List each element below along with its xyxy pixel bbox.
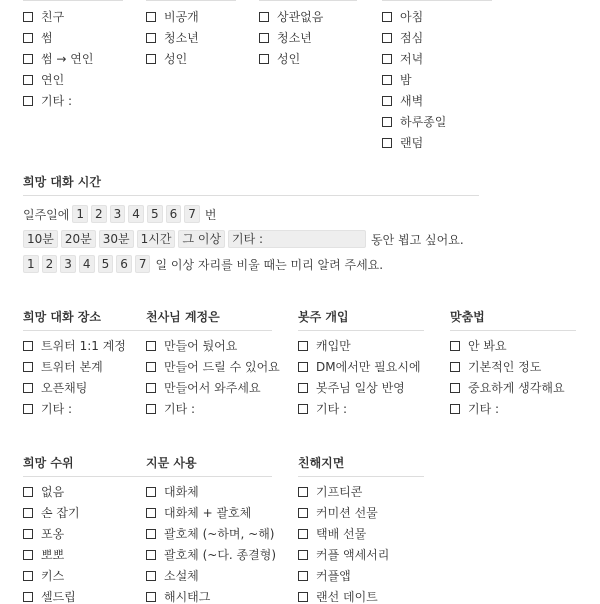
section-intimacy-level: 희망 수위 없음 손 잡기 포옹 뽀뽀 키스 셀드립 — [23, 456, 149, 600]
checkbox-icon[interactable] — [259, 12, 269, 22]
checkbox-icon[interactable] — [298, 487, 308, 497]
checkbox-item[interactable]: 밤 — [382, 73, 412, 87]
checkbox-item[interactable]: DM에서만 필요시에 — [298, 360, 421, 374]
checkbox-icon[interactable] — [382, 117, 392, 127]
day-option[interactable]: 1 — [72, 205, 88, 223]
checkbox-icon[interactable] — [23, 487, 33, 497]
duration-option[interactable]: 그 이상 — [178, 230, 225, 248]
checkbox-item[interactable]: 기타 : — [450, 402, 499, 416]
checkbox-icon[interactable] — [23, 383, 33, 393]
divider — [23, 0, 123, 1]
divider — [259, 0, 357, 1]
checkbox-item[interactable]: 대화체 — [146, 485, 199, 499]
checkbox-icon[interactable] — [382, 138, 392, 148]
checkbox-icon[interactable] — [450, 404, 460, 414]
checkbox-item[interactable]: 랜덤 — [382, 136, 423, 150]
section-owner-intervention: 봇주 개입 캐입만 DM에서만 필요시에 봇주님 일상 반영 기타 : — [298, 310, 424, 420]
duration-other-field[interactable]: 기타 : — [228, 230, 366, 248]
checkbox-icon[interactable] — [146, 12, 156, 22]
checkbox-item[interactable]: 캐입만 — [298, 339, 351, 353]
checkbox-item[interactable]: 썸 → 연인 — [23, 52, 93, 66]
checkbox-item[interactable]: 성인 — [146, 52, 187, 66]
checkbox-icon[interactable] — [298, 571, 308, 581]
checkbox-icon[interactable] — [23, 362, 33, 372]
away-day-option[interactable]: 1 — [23, 255, 39, 273]
checkbox-icon[interactable] — [23, 592, 33, 602]
checkbox-icon[interactable] — [146, 550, 156, 560]
checkbox-item[interactable]: 커미션 선물 — [298, 506, 378, 520]
day-option[interactable]: 3 — [110, 205, 126, 223]
checkbox-icon[interactable] — [146, 508, 156, 518]
away-notice-row: 1 2 3 4 5 6 7 일 이상 자리를 비울 때는 미리 알려 주세요. — [23, 255, 386, 273]
checkbox-item[interactable]: 택배 선물 — [298, 527, 366, 541]
checkbox-icon[interactable] — [146, 54, 156, 64]
duration-option[interactable]: 10분 — [23, 230, 58, 248]
checkbox-icon[interactable] — [23, 96, 33, 106]
checkbox-icon[interactable] — [450, 383, 460, 393]
checkbox-item[interactable]: 새벽 — [382, 94, 423, 108]
checkbox-item[interactable]: 대화체 + 괄호체 — [146, 506, 251, 520]
checkbox-icon[interactable] — [23, 571, 33, 581]
checkbox-item[interactable]: 만들어 드릴 수 있어요 — [146, 360, 280, 374]
section-angel-account: 천사님 계정은 만들어 뒀어요 만들어 드릴 수 있어요 만들어서 와주세요 기타 : — [146, 310, 280, 416]
checkbox-icon[interactable] — [298, 404, 308, 414]
checkbox-icon[interactable] — [146, 529, 156, 539]
checkbox-item[interactable]: 괄호체 (~하며, ~해) — [146, 527, 274, 541]
checkbox-icon[interactable] — [298, 508, 308, 518]
checkbox-item[interactable]: 상관없음 — [259, 10, 323, 24]
away-day-option[interactable]: 4 — [79, 255, 95, 273]
divider — [146, 0, 236, 1]
checkbox-icon[interactable] — [298, 529, 308, 539]
days-per-week-row: 일주일에 1 2 3 4 5 6 7 번 — [23, 207, 217, 222]
checkbox-icon[interactable] — [298, 550, 308, 560]
checkbox-item[interactable]: 괄호체 (~다. 종결형) — [146, 548, 276, 562]
checkbox-item[interactable]: 소설체 — [146, 569, 199, 583]
top-column-age-self — [146, 0, 236, 80]
section-title-time: 희망 대화 시간 — [23, 175, 101, 189]
duration-option[interactable]: 30분 — [99, 230, 134, 248]
checkbox-item[interactable]: 트위터 본계 — [23, 360, 103, 374]
checkbox-icon[interactable] — [23, 508, 33, 518]
divider — [23, 195, 479, 196]
checkbox-icon[interactable] — [298, 362, 308, 372]
checkbox-item[interactable]: 셀드립 — [23, 590, 76, 604]
checkbox-icon[interactable] — [146, 341, 156, 351]
checkbox-item[interactable]: 오픈채팅 — [23, 381, 87, 395]
section-spelling: 맞춤법 안 봐요 기본적인 정도 중요하게 생각해요 기타 : — [450, 310, 576, 420]
checkbox-icon[interactable] — [450, 341, 460, 351]
checkbox-item[interactable]: 청소년 — [259, 31, 312, 45]
checkbox-icon[interactable] — [146, 383, 156, 393]
checkbox-item[interactable]: 손 잡기 — [23, 506, 80, 520]
away-day-option[interactable]: 7 — [135, 255, 151, 273]
duration-option[interactable]: 1시간 — [137, 230, 176, 248]
checkbox-icon[interactable] — [23, 54, 33, 64]
checkbox-item[interactable]: 포옹 — [23, 527, 64, 541]
checkbox-item[interactable]: 봇주님 일상 반영 — [298, 381, 405, 395]
checkbox-item[interactable]: 기타 : — [23, 94, 72, 108]
checkbox-item[interactable]: 연인 — [23, 73, 64, 87]
checkbox-icon[interactable] — [23, 550, 33, 560]
checkbox-icon[interactable] — [382, 75, 392, 85]
divider — [450, 330, 576, 331]
checkbox-item[interactable]: 트위터 1:1 계정 — [23, 339, 126, 353]
checkbox-item[interactable]: 커플 액세서리 — [298, 548, 389, 562]
checkbox-icon[interactable] — [382, 96, 392, 106]
duration-row: 10분 20분 30분 1시간 그 이상 기타 : 동안 뵙고 싶어요. — [23, 230, 467, 248]
checkbox-item[interactable]: 기타 : — [23, 402, 72, 416]
checkbox-item[interactable]: 랜선 데이트 — [298, 590, 378, 604]
top-column-time-of-day — [382, 0, 492, 160]
checkbox-icon[interactable] — [259, 54, 269, 64]
checkbox-item[interactable]: 청소년 — [146, 31, 199, 45]
away-day-option[interactable]: 2 — [42, 255, 58, 273]
checkbox-item[interactable]: 아침 — [382, 10, 423, 24]
away-day-option[interactable]: 5 — [98, 255, 114, 273]
checkbox-icon[interactable] — [23, 12, 33, 22]
away-day-option[interactable]: 3 — [60, 255, 76, 273]
checkbox-item[interactable]: 저녁 — [382, 52, 423, 66]
day-option[interactable]: 7 — [184, 205, 200, 223]
duration-option[interactable]: 20분 — [61, 230, 96, 248]
day-option[interactable]: 6 — [166, 205, 182, 223]
checkbox-item[interactable]: 친구 — [23, 10, 64, 24]
checkbox-item[interactable]: 만들어서 와주세요 — [146, 381, 261, 395]
checkbox-item[interactable]: 기타 : — [146, 402, 195, 416]
checkbox-item[interactable]: 기본적인 정도 — [450, 360, 541, 374]
checkbox-icon[interactable] — [382, 12, 392, 22]
section-chat-place: 희망 대화 장소 트위터 1:1 계정 트위터 본계 오픈채팅 기타 : — [23, 310, 149, 420]
checkbox-item[interactable]: 하루종일 — [382, 115, 446, 129]
checkbox-item[interactable]: 중요하게 생각해요 — [450, 381, 565, 395]
checkbox-icon[interactable] — [298, 592, 308, 602]
checkbox-icon[interactable] — [23, 341, 33, 351]
checkbox-item[interactable]: 없음 — [23, 485, 64, 499]
divider — [298, 330, 424, 331]
checkbox-icon[interactable] — [382, 33, 392, 43]
checkbox-icon[interactable] — [146, 571, 156, 581]
checkbox-icon[interactable] — [298, 383, 308, 393]
checkbox-item[interactable]: 성인 — [259, 52, 300, 66]
checkbox-icon[interactable] — [23, 529, 33, 539]
top-column-age-partner — [259, 0, 357, 80]
top-column-relationship — [23, 0, 123, 160]
checkbox-icon[interactable] — [146, 487, 156, 497]
checkbox-item[interactable]: 키스 — [23, 569, 64, 583]
checkbox-item[interactable]: 비공개 — [146, 10, 199, 24]
day-option[interactable]: 5 — [147, 205, 163, 223]
checkbox-item[interactable]: 기타 : — [298, 402, 347, 416]
divider — [382, 0, 492, 1]
checkbox-icon[interactable] — [298, 341, 308, 351]
checkbox-icon[interactable] — [146, 404, 156, 414]
checkbox-icon[interactable] — [23, 75, 33, 85]
checkbox-icon[interactable] — [450, 362, 460, 372]
divider — [146, 476, 272, 477]
section-when-close: 친해지면 기프티콘 커미션 선물 택배 선물 커플 액세서리 커플앱 랜선 데이트 — [298, 456, 424, 600]
checkbox-icon[interactable] — [146, 362, 156, 372]
away-day-option[interactable]: 6 — [116, 255, 132, 273]
divider — [23, 330, 149, 331]
checkbox-item[interactable]: 만들어 뒀어요 — [146, 339, 237, 353]
checkbox-item[interactable]: 안 봐요 — [450, 339, 507, 353]
section-narration-style: 지문 사용 대화체 대화체 + 괄호체 괄호체 (~하며, ~해) 괄호체 (~다. 종결형) 소설체 해시태그 — [146, 456, 277, 604]
checkbox-icon[interactable] — [146, 592, 156, 602]
checkbox-item[interactable]: 커플앱 — [298, 569, 351, 583]
day-option[interactable]: 4 — [128, 205, 144, 223]
checkbox-item[interactable]: 점심 — [382, 31, 423, 45]
day-option[interactable]: 2 — [91, 205, 107, 223]
checkbox-item[interactable]: 해시태그 — [146, 590, 210, 604]
checkbox-icon[interactable] — [259, 33, 269, 43]
divider — [23, 476, 149, 477]
divider — [298, 476, 424, 477]
checkbox-icon[interactable] — [23, 33, 33, 43]
checkbox-icon[interactable] — [23, 404, 33, 414]
checkbox-item[interactable]: 썸 — [23, 31, 53, 45]
checkbox-icon[interactable] — [146, 33, 156, 43]
checkbox-icon[interactable] — [382, 54, 392, 64]
divider — [146, 330, 272, 331]
checkbox-item[interactable]: 기프티콘 — [298, 485, 362, 499]
checkbox-item[interactable]: 뽀뽀 — [23, 548, 64, 562]
